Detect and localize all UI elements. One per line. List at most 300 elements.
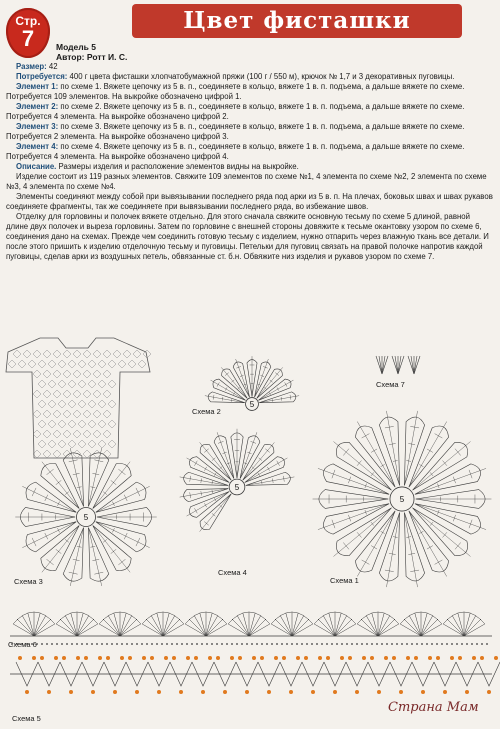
fan-stitch [163, 613, 169, 636]
garment-cell [108, 440, 116, 448]
fan-stitch [372, 613, 378, 636]
garment-cell [138, 360, 146, 368]
bead-dot [274, 656, 278, 660]
chain-dot [421, 643, 423, 645]
chain-dot [76, 643, 78, 645]
petal [26, 522, 76, 552]
chain-dot [341, 643, 343, 645]
bead-dot [135, 690, 139, 694]
garment-cell [118, 360, 126, 368]
fan-stitch [382, 356, 388, 374]
garment-cell [103, 450, 111, 458]
bead-dot [157, 690, 161, 694]
garment-cell [68, 360, 76, 368]
bead-dot [76, 656, 80, 660]
chain-dot [211, 643, 213, 645]
garment-cell [103, 390, 111, 398]
bead-dot [25, 690, 29, 694]
bead-dot [465, 690, 469, 694]
fan-stitch [200, 613, 206, 636]
garment-cell [58, 400, 66, 408]
chain-dot [296, 643, 298, 645]
schema-7-label: Схема 7 [376, 380, 405, 389]
fan-stitch [411, 356, 414, 374]
bead-dot [223, 690, 227, 694]
garment-cell [98, 440, 106, 448]
chain-dot [151, 643, 153, 645]
chain-dot [311, 643, 313, 645]
chain-dot [426, 643, 428, 645]
garment-cell [98, 360, 106, 368]
badge-line2: 7 [21, 26, 35, 51]
stitch-spoke [93, 462, 130, 509]
garment-cell [63, 410, 71, 418]
bead-dot [252, 656, 256, 660]
chain-dot [161, 643, 163, 645]
schema-2-label: Схема 2 [192, 407, 221, 416]
bead-dot [47, 690, 51, 694]
chain-dot [466, 643, 468, 645]
garment-cell [33, 370, 41, 378]
chain-dot [306, 643, 308, 645]
garment-cell [93, 390, 101, 398]
bead-dot [318, 656, 322, 660]
bead-dot [370, 656, 374, 660]
garment-cell [108, 400, 116, 408]
chain-dot [396, 643, 398, 645]
bead-dot [32, 656, 36, 660]
bead-dot [186, 656, 190, 660]
bead-dot [399, 690, 403, 694]
bead-dot [201, 690, 205, 694]
garment-cell [48, 360, 56, 368]
bead-dot [340, 656, 344, 660]
stitch-spoke [415, 504, 486, 530]
garment-cell [103, 350, 111, 358]
garment-cell [83, 430, 91, 438]
chain-dot [351, 643, 353, 645]
chain-dot [41, 643, 43, 645]
chain-dot [386, 643, 388, 645]
bead-dot [487, 690, 491, 694]
stitch-spoke [88, 528, 101, 586]
bead-dot [494, 656, 498, 660]
chain-dot [191, 643, 193, 645]
garment-cell [63, 370, 71, 378]
chain-dot [136, 643, 138, 645]
schema-4-label: Схема 4 [218, 568, 247, 577]
schema-5-diagram [16, 656, 500, 694]
bead-dot [84, 656, 88, 660]
center-number: 5 [83, 513, 89, 522]
bead-dot [436, 656, 440, 660]
chain-dot [241, 643, 243, 645]
garment-cell [43, 450, 51, 458]
bead-dot [98, 656, 102, 660]
garment-cell [83, 370, 91, 378]
fan-stitch [382, 356, 385, 374]
fan-stitch [206, 613, 212, 636]
garment-cell [123, 350, 131, 358]
garment-cell [23, 350, 31, 358]
garment-cell [43, 410, 51, 418]
chain-dot [86, 643, 88, 645]
garment-cell [108, 360, 116, 368]
chain-dot [301, 643, 303, 645]
garment-cell [13, 350, 21, 358]
fan-stitch [408, 356, 414, 374]
chain-dot [361, 643, 363, 645]
chain-dot [236, 643, 238, 645]
garment-cell [43, 390, 51, 398]
bead-dot [69, 690, 73, 694]
garment-cell [103, 410, 111, 418]
garment-cell [48, 440, 56, 448]
requirements-label: Потребуется: [16, 72, 68, 81]
fan-stitch [329, 613, 335, 636]
chain-dot [186, 643, 188, 645]
chain-dot [91, 643, 93, 645]
fan-stitch [378, 613, 384, 636]
author-label: Автор: [56, 52, 85, 62]
garment-cell [63, 430, 71, 438]
garment-cell [68, 400, 76, 408]
fan-stitch [28, 613, 34, 636]
petal [26, 482, 76, 512]
chain-dot [101, 643, 103, 645]
chain-dot [231, 643, 233, 645]
chain-dot [121, 643, 123, 645]
fan-stitch [379, 356, 382, 374]
garment-cell [53, 410, 61, 418]
element-1-label: Элемент 1: [16, 82, 59, 91]
fan-stitch [458, 613, 464, 636]
garment-cell [88, 440, 96, 448]
chain-dot [146, 643, 148, 645]
bead-dot [377, 690, 381, 694]
fan-stitch [421, 613, 427, 636]
garment-cell [68, 380, 76, 388]
garment-cell [53, 390, 61, 398]
fan-stitch [392, 356, 398, 374]
garment-cell [78, 400, 86, 408]
fan-stitch [464, 613, 470, 636]
chain-dot [221, 643, 223, 645]
fan-stitch [335, 613, 341, 636]
fan-stitch [157, 613, 163, 636]
chain-dot [126, 643, 128, 645]
chain-dot [446, 643, 448, 645]
bead-dot [296, 656, 300, 660]
chain-dot [271, 643, 273, 645]
garment-cell [98, 380, 106, 388]
bead-dot [450, 656, 454, 660]
fan-stitch [398, 356, 404, 374]
bead-dot [480, 656, 484, 660]
chain-dot [431, 643, 433, 645]
garment-cell [48, 420, 56, 428]
bead-dot [179, 690, 183, 694]
chain-dot [131, 643, 133, 645]
stitch-spoke [318, 468, 389, 494]
chain-dot [276, 643, 278, 645]
chain-dot [226, 643, 228, 645]
chain-dot [96, 643, 98, 645]
stitch-spoke [88, 448, 101, 506]
garment-cell [83, 390, 91, 398]
fan-stitch [292, 613, 298, 636]
paragraph-3: Отделку для горловины и полочек вяжете отдельно. Для этого сначала свяжите основную тесьму по схеме 5 длиной, равной длине двух полочек и выреза горловины. Затем по горловине с внешней стороны довяжите к тесьме окантовку узором по схеме 6, соединения дано на схемах. Прежде чем соединить готовую тесьму с изделием, нужно отпарить через влажную ткань все детали. И после этого пришить к изделию отделочную тесьму и пуговицы. Петельки для пуговиц связать на правой полочке напротив каждой пуговицы, сделав арки из воздушных петель, обвязанные ст. б.н. Обвяжите низ изделия и рукавов узором по схеме 7. [6, 212, 489, 261]
chain-dot [291, 643, 293, 645]
garment-cell [108, 420, 116, 428]
chain-dot [181, 643, 183, 645]
bead-dot [216, 656, 220, 660]
garment-cell [73, 370, 81, 378]
petal [93, 464, 131, 509]
garment-cell [73, 450, 81, 458]
chain-dot [216, 643, 218, 645]
garment-cell [103, 430, 111, 438]
chain-dot [286, 643, 288, 645]
garment-cell [58, 440, 66, 448]
bead-dot [194, 656, 198, 660]
garment-cell [68, 420, 76, 428]
chain-dot [376, 643, 378, 645]
garment-cell [63, 390, 71, 398]
schema-5-label: Схема 5 [12, 714, 41, 723]
chain-dot [256, 643, 258, 645]
garment-cell [53, 430, 61, 438]
schema-4-diagram [180, 429, 295, 532]
garment-cell [88, 400, 96, 408]
bead-dot [311, 690, 315, 694]
bead-dot [120, 656, 124, 660]
garment-cell [38, 420, 46, 428]
model-label: Модель [56, 42, 89, 52]
garment-pattern [6, 338, 151, 458]
stitch-spoke [93, 526, 130, 573]
bead-dot [128, 656, 132, 660]
schema-7-diagram [376, 356, 420, 374]
petal [96, 522, 146, 552]
garment-cell [93, 410, 101, 418]
author-value: Ротт И. С. [86, 52, 128, 62]
bead-dot [443, 690, 447, 694]
garment-cell [128, 360, 136, 368]
fan-stitch [114, 613, 120, 636]
chain-dot [316, 643, 318, 645]
chain-dot [196, 643, 198, 645]
garment-cell [78, 420, 86, 428]
bead-dot [458, 656, 462, 660]
bead-dot [355, 690, 359, 694]
bead-dot [113, 690, 117, 694]
petal [41, 464, 79, 509]
chain-dot [281, 643, 283, 645]
stitch-spoke [318, 504, 389, 530]
garment-cell [38, 440, 46, 448]
garment-cell [38, 400, 46, 408]
bead-dot [362, 656, 366, 660]
chain-dot [456, 643, 458, 645]
paragraph-2: Элементы соединяют между собой при вывязывании последнего ряда под арки из 5 в. п. На плечах, боковых швах и швах рукавов соединяете фрагменты, так же соединяете при вывязывании последнего ряда, во избежание швов. [6, 192, 493, 211]
model-value: 5 [91, 42, 97, 52]
watermark: Страна Мам [388, 700, 479, 715]
fan-stitch [286, 613, 292, 636]
bead-dot [18, 656, 22, 660]
garment-cell [93, 430, 101, 438]
fan-stitch [395, 356, 398, 374]
chain-dot [116, 643, 118, 645]
fan-stitch [415, 613, 421, 636]
bead-dot [150, 656, 154, 660]
garment-outline [6, 338, 150, 458]
chain-dot [356, 643, 358, 645]
chain-dot [451, 643, 453, 645]
chain-dot [321, 643, 323, 645]
chain-dot [251, 643, 253, 645]
bead-dot [348, 656, 352, 660]
bead-dot [333, 690, 337, 694]
garment-cell [38, 380, 46, 388]
chain-dot [486, 643, 488, 645]
chain-dot [106, 643, 108, 645]
garment-cell [78, 380, 86, 388]
garment-cell [8, 360, 16, 368]
garment-cell [83, 410, 91, 418]
bead-dot [384, 656, 388, 660]
chain-dot [206, 643, 208, 645]
garment-cell [33, 430, 41, 438]
garment-cell [43, 350, 51, 358]
element-2-text: по схеме 2. Вяжете цепочку из 5 в. п., соединяете в кольцо, вяжете 1 в. п. подъема, а дальше вяжете по схеме. Потребуется 4 элемента. На выкройке обозначено цифрой 2. [6, 102, 465, 121]
chain-dot [381, 643, 383, 645]
garment-cell [38, 360, 46, 368]
garment-cell [93, 350, 101, 358]
chain-dot [461, 643, 463, 645]
bead-dot [472, 656, 476, 660]
bead-dot [282, 656, 286, 660]
description-text: Размеры изделия и расположение элементов видны на выкройке. [58, 162, 299, 171]
petal [41, 526, 79, 571]
garment-cell [63, 350, 71, 358]
garment-cell [33, 410, 41, 418]
bead-dot [289, 690, 293, 694]
garment-cell [73, 390, 81, 398]
size-label: Размер: [16, 62, 47, 71]
center-number: 5 [399, 495, 405, 504]
description-label: Описание. [16, 162, 57, 171]
chain-dot [46, 643, 48, 645]
bead-dot [142, 656, 146, 660]
bead-dot [54, 656, 58, 660]
bead-dot [267, 690, 271, 694]
bead-dot [414, 656, 418, 660]
bead-dot [230, 656, 234, 660]
schema-6-label: Схема 6 [8, 640, 37, 649]
chain-dot [66, 643, 68, 645]
garment-cell [58, 380, 66, 388]
chain-dot [81, 643, 83, 645]
garment-cell [73, 430, 81, 438]
bead-dot [245, 690, 249, 694]
garment-cell [18, 360, 26, 368]
bead-dot [326, 656, 330, 660]
chain-dot [246, 643, 248, 645]
element-1-text: по схеме 1. Вяжете цепочку из 5 в. п., соединяете в кольцо, вяжете 1 в. п. подъема, а дальше вяжете по схеме. Потребуется 109 элементов. На выкройке обозначено цифрой 1. [6, 82, 465, 101]
chain-dot [51, 643, 53, 645]
garment-cell [78, 360, 86, 368]
chain-dot [266, 643, 268, 645]
chain-dot [61, 643, 63, 645]
garment-cell [53, 450, 61, 458]
fan-stitch [414, 356, 420, 374]
bead-dot [260, 656, 264, 660]
fan-stitch [376, 356, 382, 374]
schema-1-label: Схема 1 [330, 576, 359, 585]
chain-dot [141, 643, 143, 645]
garment-cell [48, 380, 56, 388]
garment-cell [98, 400, 106, 408]
garment-cell [63, 450, 71, 458]
stitch-spoke [404, 513, 417, 588]
bead-dot [208, 656, 212, 660]
schema-3-diagram [15, 448, 156, 586]
chain-dot [481, 643, 483, 645]
chain-dot [56, 643, 58, 645]
garment-cell [53, 350, 61, 358]
bead-dot [392, 656, 396, 660]
bead-dot [238, 656, 242, 660]
chain-dot [176, 643, 178, 645]
garment-cell [108, 380, 116, 388]
petal [93, 526, 131, 571]
bead-dot [164, 656, 168, 660]
garment-cell [73, 410, 81, 418]
bead-dot [428, 656, 432, 660]
bead-dot [91, 690, 95, 694]
element-3-text: по схеме 3. Вяжете цепочку из 5 в. п., соединяете в кольцо, вяжете 1 в. п. подъема, а дальше вяжете по схеме. Потребуется 2 элемента. На выкройке обозначено цифрой 3. [6, 122, 465, 141]
chain-dot [436, 643, 438, 645]
chain-dot [441, 643, 443, 645]
fan-stitch [34, 613, 40, 636]
chain-dot [371, 643, 373, 645]
chain-dot [406, 643, 408, 645]
stitch-spoke [415, 468, 486, 494]
chain-dot [166, 643, 168, 645]
chain-dot [156, 643, 158, 645]
fan-stitch [398, 356, 401, 374]
chain-dot [71, 643, 73, 645]
chain-dot [346, 643, 348, 645]
chain-dot [411, 643, 413, 645]
garment-cell [28, 360, 36, 368]
stitch-spoke [386, 513, 399, 588]
chain-dot [171, 643, 173, 645]
chain-dot [201, 643, 203, 645]
chain-dot [476, 643, 478, 645]
garment-cell [93, 370, 101, 378]
fan-stitch [243, 613, 249, 636]
fan-stitch [249, 613, 255, 636]
chain-dot [261, 643, 263, 645]
center-number: 5 [234, 483, 240, 492]
chain-dot [336, 643, 338, 645]
schema-6-diagram [10, 612, 492, 645]
garment-cell [88, 380, 96, 388]
bead-dot [172, 656, 176, 660]
chain-dot [111, 643, 113, 645]
